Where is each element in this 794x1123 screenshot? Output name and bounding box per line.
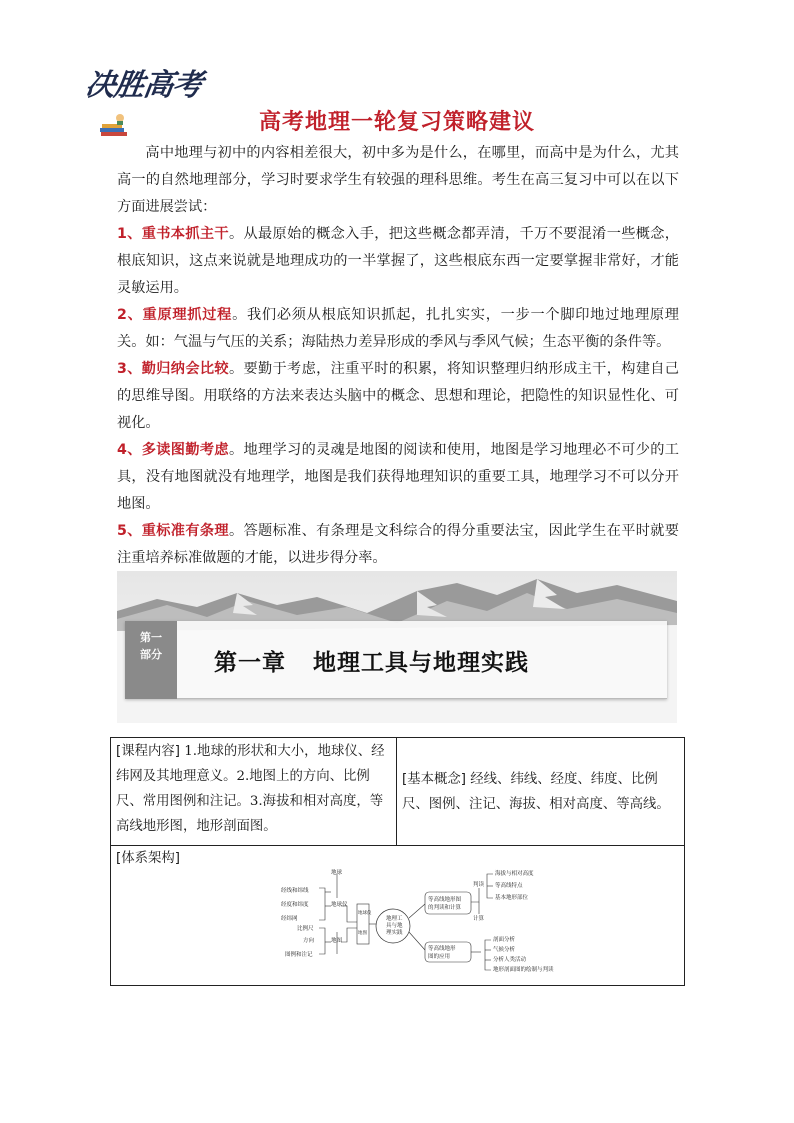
diagram-left-mid-2: 地图 [358,931,367,936]
diagram-right-top-1: 等高线地形图 [428,897,462,903]
basic-concepts-label: [基本概念] [402,771,467,787]
diagram-rb-1: 剖面分析 [493,937,516,943]
diagram-right-bottom-2: 图的应用 [428,954,451,960]
diagram-right-top-2: 的判读和计算 [428,905,462,911]
basic-concepts-cell [397,738,685,846]
course-info-table [110,737,685,986]
point-3 [117,356,679,437]
diagram-left-a: 经线和纬线 [281,888,309,894]
point-1 [117,221,679,302]
point-4-text: 。地理学习的灵魂是地图的阅读和使用，地图是学习地理必不可少的工具，没有地图就没有地理学，地图是我们获得地理知识的重要工具，地理学习不可以分开地图。 [117,442,679,512]
point-4-number: 4、 [117,442,142,458]
diagram-left-h: 地图 [331,938,343,944]
chapter-title: 第一章 地理工具与地理实践 [214,650,530,676]
diagram-rb-4: 地形剖面图的绘制与判读 [493,967,554,973]
course-content-text: 1.地球的形状和大小，地球仪、经纬网及其地理意义。2.地图上的方向、比例尺、常用图例和注记。3.海拔和相对高度，等高线地形图，地形剖面图。 [116,744,385,834]
point-2-heading: 重原理抓过程 [142,307,233,323]
chapter-banner [117,571,677,723]
diagram-left-d: 地球仪 [331,902,348,908]
point-4-heading: 多读图勤考虑 [141,442,229,458]
diagram-center-3: 理实践 [386,930,403,936]
diagram-rt-calc: 计算 [473,916,485,922]
diagram-right-bottom-1: 等高线地形 [428,946,456,952]
diagram-left-g: 图例和注记 [285,952,313,958]
point-2-number: 2、 [117,307,143,323]
system-framework-label: [体系架构] [116,851,181,866]
logo-text: 决胜高考 [83,68,204,103]
course-content-cell [111,738,397,846]
basic-concepts-text: 经线、纬线、经度、纬度、比例尺、图例、注记、海拔、相对高度、等高线。 [402,771,670,812]
diagram-center-2: 具与地 [386,923,403,929]
diagram-rt-1: 海拔与相对高度 [495,871,534,877]
point-3-heading: 勤归纳会比较 [141,361,229,377]
diagram-left-f: 方向 [303,938,315,944]
point-5-heading: 重标准有条理 [141,523,229,539]
point-3-number: 3、 [117,361,142,377]
diagram-rt-3: 基本地形部位 [495,895,529,901]
diagram-rb-3: 分析人类活动 [493,957,527,963]
part-badge-line-1: 第一 [140,631,162,644]
diagram-left-top: 地球 [331,870,343,876]
part-badge-line-2: 部分 [140,648,162,661]
point-4 [117,437,679,518]
course-content-label: [课程内容] [116,744,181,759]
diagram-left-mid-1: 地球仪 [358,911,372,916]
concept-map-diagram [259,862,559,984]
point-3-text: 。要勤于考虑，注重平时的积累，将知识整理归纳形成主干，构建自己的思维导图。用联络的方法来表达头脑中的概念、思想和理论，把隐性的知识显性化、可视化。 [117,361,679,431]
diagram-left-c: 经纬网 [281,916,298,922]
article-body [117,140,679,572]
point-5-number: 5、 [117,523,142,539]
diagram-center-1: 地理工 [386,916,403,922]
part-badge [125,621,177,699]
point-2 [117,302,679,356]
point-1-number: 1、 [117,226,142,242]
point-5-text: 。答题标准、有条理是文科综合的得分重要法宝，因此学生在平时就要注重培养标准做题的才能，以进步得分率。 [117,523,679,566]
page-title: 高考地理一轮复习策略建议 [258,110,535,135]
diagram-rt-judge: 判读 [473,882,485,888]
point-5 [117,518,679,572]
point-2-text: 。我们必须从根底知识抓起，扎扎实实，一步一个脚印地过地理原理关。如：气温与气压的关系；海陆热力差异形成的季风与季风气候；生态平衡的条件等。 [117,307,679,350]
diagram-left-b: 经度和纬度 [281,902,309,908]
point-1-text: 。从最原始的概念入手，把这些概念都弄清，千万不要混淆一些概念，根底知识，这点来说就是地理成功的一半掌握了，这些根底东西一定要掌握非常好，才能灵敏运用。 [117,226,679,296]
point-1-heading: 重书本抓主干 [141,226,229,242]
diagram-left-e: 比例尺 [297,926,314,932]
diagram-rb-2: 气候分析 [493,947,516,953]
intro-paragraph: 高中地理与初中的内容相差很大，初中多为是什么，在哪里，而高中是为什么，尤其高一的自然地理部分，学习时要求学生有较强的理科思维。考生在高三复习中可以在以下方面进展尝试： [117,145,679,215]
system-framework-cell [111,846,685,986]
diagram-rt-2: 等高线特点 [495,883,523,889]
